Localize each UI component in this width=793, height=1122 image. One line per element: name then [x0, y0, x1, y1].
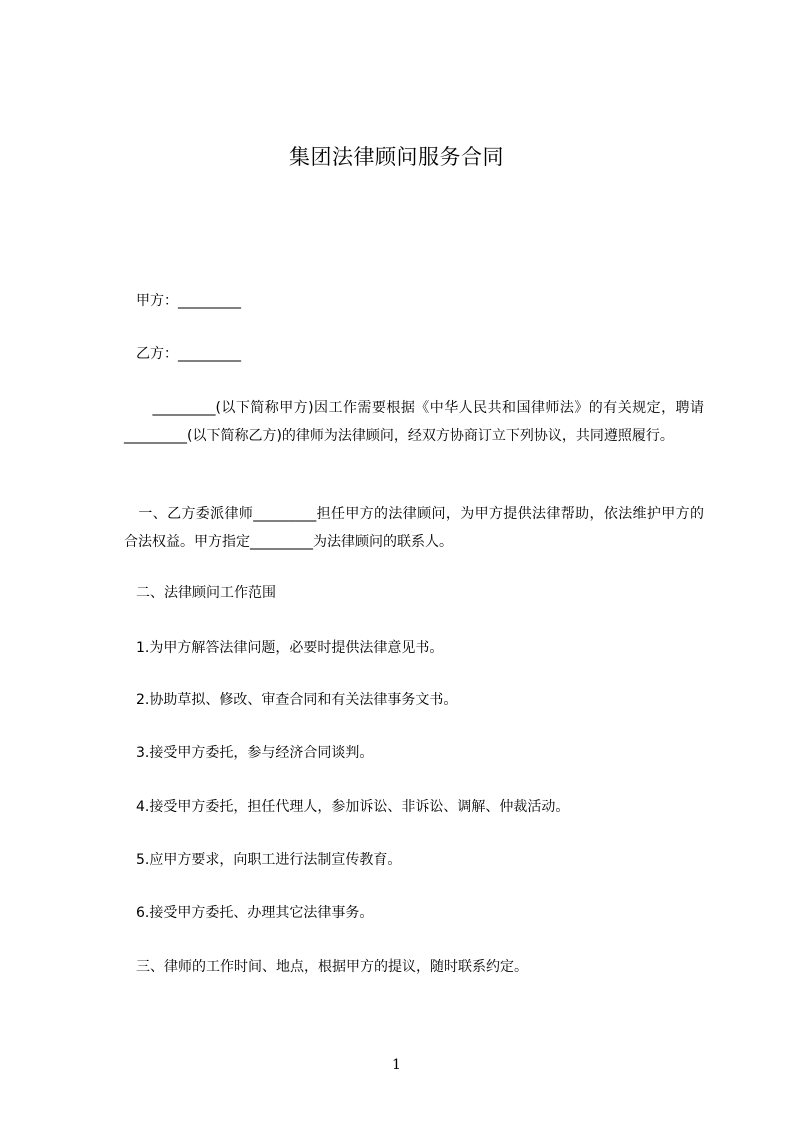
scope-item: 5.应甲方要求，向职工进行法制宣传教育。 [136, 852, 402, 868]
party-a-line: 甲方：_________ [136, 293, 241, 309]
clause-1-paragraph: 一、乙方委派律师_________担任甲方的法律顾问，为甲方提供法律帮助，依法维护甲方的合法权益。甲方指定_________为法律顾问的联系人。 [124, 506, 704, 550]
document-title: 集团法律顾问服务合同 [289, 145, 504, 169]
scope-item: 1.为甲方解答法律问题，必要时提供法律意见书。 [136, 640, 444, 656]
clause-3-line: 三、律师的工作时间、地点，根据甲方的提议，随时联系约定。 [136, 959, 528, 975]
clause-2-heading: 二、法律顾问工作范围 [136, 585, 276, 601]
scope-item: 2.协助草拟、修改、审查合同和有关法律事务文书。 [136, 692, 458, 708]
intro-paragraph: _________(以下简称甲方)因工作需要根据《中华人民共和国律师法》的有关规定，聘请_________(以下简称乙方)的律师为法律顾问，经双方协商订立下列协议，共同遵照履行。 [124, 400, 704, 444]
scope-item: 4.接受甲方委托，担任代理人，参加诉讼、非诉讼、调解、仲裁活动。 [136, 799, 570, 815]
scope-item: 6.接受甲方委托、办理其它法律事务。 [136, 905, 374, 921]
scope-item: 3.接受甲方委托，参与经济合同谈判。 [136, 745, 374, 761]
page-number: 1 [392, 1057, 401, 1073]
party-b-line: 乙方：_________ [136, 346, 241, 362]
